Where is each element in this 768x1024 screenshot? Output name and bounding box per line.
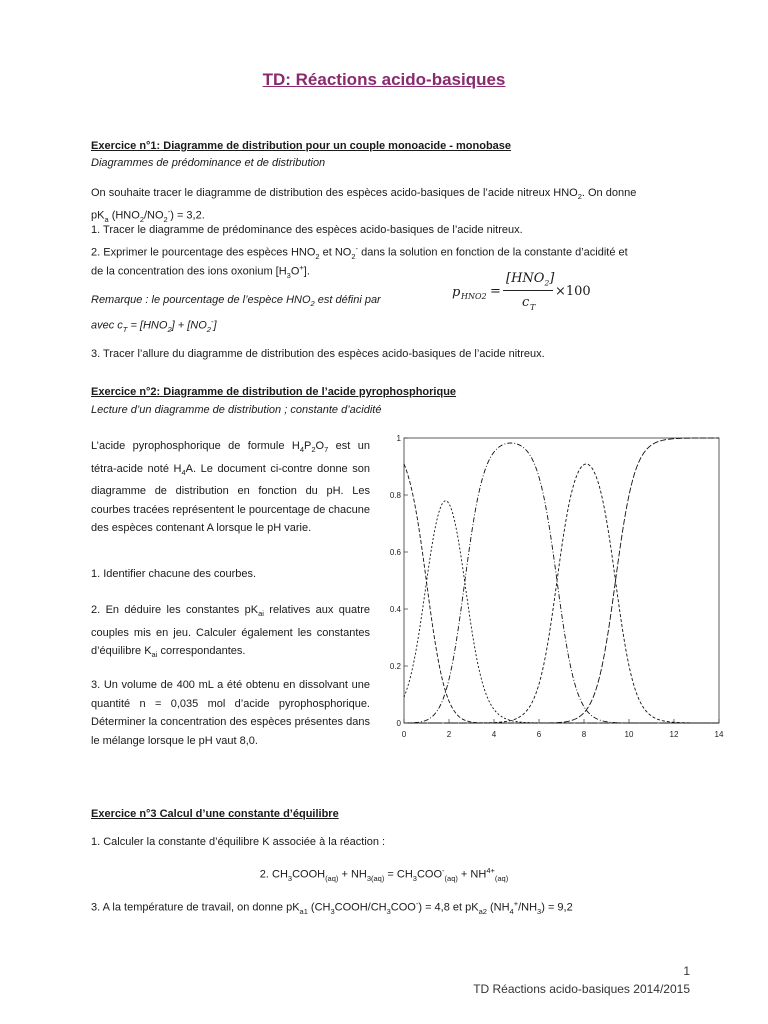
y-tick-label: 0.4: [389, 605, 401, 614]
exercise-1-question-2-cont: de la concentration des ions oxonium $[H_3O^+]$.: [91, 263, 310, 280]
plot-frame: [404, 438, 719, 723]
x-tick-label: 14: [714, 730, 724, 739]
chart-ticks: [390, 434, 724, 739]
exercise-2-question-3: 3. Un volume de 400 mL a été obtenu en dissolvant une quantité n = 0,035 mol d’acide pyrophosphorique. Déterminer la concentration des espèces présentes dans le mélange lorsque le pH vaut 8,0.: [91, 679, 370, 747]
exercise-3-heading: Exercice n°3 Calcul d’une constante d’équilibre: [91, 808, 339, 820]
x-tick-label: 4: [491, 730, 497, 739]
x-tick-label: 12: [669, 730, 679, 739]
exercise-3-question-1: 1. Calculer la constante d’équilibre K associée à la réaction :: [91, 836, 386, 848]
exercise-2-intro: L’acide pyrophosphorique de formule $H_4P_2O_7$ est un tétra-acide noté $H_4A$. Le document ci-contre donne son diagramme de distribution en fonction du pH. Les courbes tracées représentent le pourcentage de chacune des espèces contenant A lorsque le pH varie.: [91, 440, 370, 535]
x-tick-label: 10: [624, 730, 634, 739]
exercise-1-pka: $pK_a$ $(HNO_2/NO_2^-) = 3,2$.: [91, 207, 205, 224]
exercise-1-remark-ct: avec $c_T = [HNO_2] + [NO_2^-]$: [91, 317, 217, 334]
exercise-1-intro: On souhaite tracer le diagramme de distribution des espèces acido-basiques de l’acide nitreux $HNO_2$. On donne: [91, 187, 637, 202]
exercise-1-question-2: 2. Exprimer le pourcentage des espèces $HNO_2$ et $NO_2^-$ dans la solution en fonction de la constante d’acidité et: [91, 244, 628, 261]
exercise-2-subtitle: Lecture d’un diagramme de distribution ; constante d’acidité: [91, 404, 382, 416]
exercise-3-reaction: 2. $CH_3COOH_{(aq)} + NH_{3(aq)} = CH_3COO^-_{(aq)} + NH^{4+}_{(aq)}$: [259, 866, 509, 883]
exercise-1-remark: Remarque : le pourcentage de l’espèce $HNO_2$ est défini par: [91, 294, 381, 309]
y-tick-label: 1: [396, 434, 401, 443]
y-tick-label: 0: [396, 719, 401, 728]
exercise-2-question-1: 1. Identifier chacune des courbes.: [91, 568, 257, 580]
x-tick-label: 6: [536, 730, 542, 739]
footer-text: TD Réactions acido-basiques 2014/2015: [473, 982, 690, 996]
exercise-2-question-2: 2. En déduire les constantes $pK_{ai}$ relatives aux quatre couples mis en jeu. Calculer également les constantes d’équilibre $K_{ai}$ correspondantes.: [91, 604, 370, 660]
page-number: 1: [683, 964, 690, 978]
x-tick-label: 2: [446, 730, 452, 739]
chart-axes: [404, 438, 719, 723]
exercise-3-question-3: 3. A la température de travail, on donne $pK_{a1}$ $(CH_3COOH/CH_3COO^-) = 4,8$ et $pK_{a2}$ $(NH_4^+/NH_3) = 9,2$: [91, 899, 573, 916]
curve-HA3-: [404, 464, 719, 723]
exercise-1-question-3: 3. Tracer l’allure du diagramme de distribution des espèces acido-basiques de l’acide nitreux.: [91, 348, 545, 360]
y-tick-label: 0.6: [389, 548, 401, 557]
y-tick-label: 0.8: [389, 491, 401, 500]
exercise-1-subtitle: Diagrammes de prédominance et de distribution: [91, 157, 326, 169]
exercise-1-heading: Exercice n°1: Diagramme de distribution pour un couple monoacide - monobase: [91, 140, 512, 152]
curve-H2A2-: [404, 443, 719, 723]
exercise-1-question-1: 1. Tracer le diagramme de prédominance des espèces acido-basiques de l’acide nitreux.: [91, 224, 523, 236]
x-tick-label: 8: [581, 730, 587, 739]
distribution-chart: [388, 428, 733, 750]
curve-H4A: [404, 464, 719, 723]
page-title: TD: Réactions acido-basiques: [262, 70, 506, 89]
exercise-2-heading: Exercice n°2: Diagramme de distribution de l’acide pyrophosphorique: [91, 386, 457, 398]
x-tick-label: 0: [401, 730, 407, 739]
y-tick-label: 0.2: [389, 662, 401, 671]
chart-curves: [404, 438, 719, 723]
percentage-formula: p HNO2 = $[HNO_2]$ c T ×100: [452, 271, 591, 312]
curve-A4-: [404, 438, 719, 723]
